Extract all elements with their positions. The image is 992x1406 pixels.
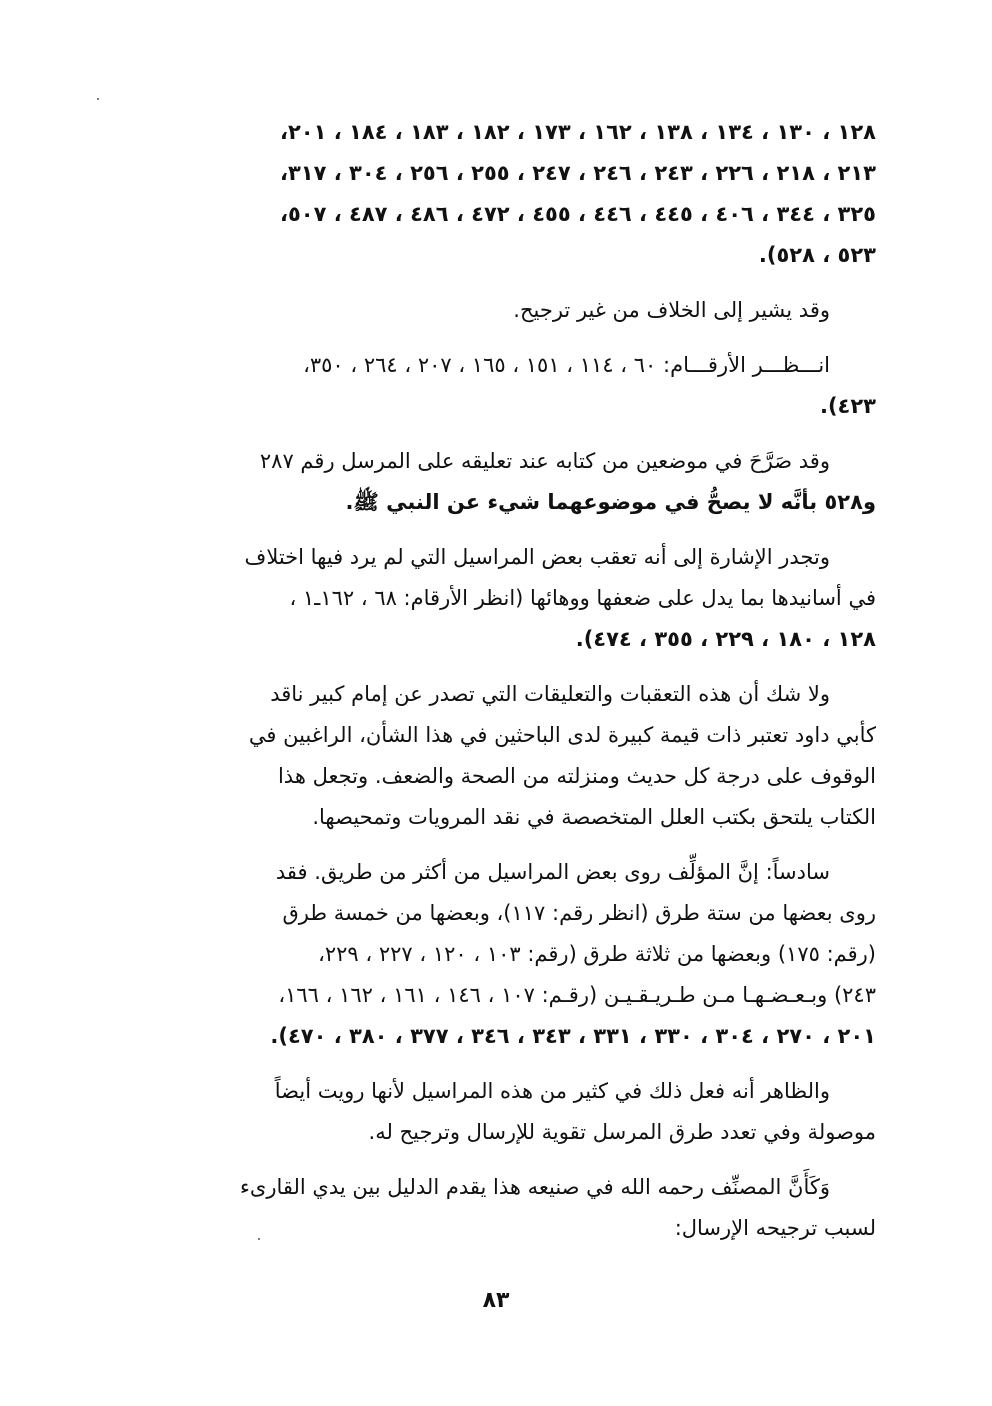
text-line: موصولة وفي تعدد طرق المرسل تقوية للإرسال وترجيح له. [368, 1120, 876, 1144]
paragraph-value-of-comments [126, 674, 876, 838]
paragraph-apparent-reason [126, 1071, 876, 1153]
paragraph-critique [126, 537, 876, 660]
text-line: ولا شك أن هذه التعقبات والتعليقات التي تصدر عن إمام كبير ناقد [270, 682, 830, 706]
text-line: وَكَأَنَّ المصنِّف رحمه الله في صنيعه هذا يقدم الدليل بين يدي القارىء [240, 1175, 830, 1199]
paragraph-disagreement [126, 290, 876, 331]
text-line: في أسانيدها بما يدل على ضعفها ووهائها (انظر الأرقام: ٦٨ ، ١٦٢ـ١ ، [289, 586, 876, 610]
text-line: ٢١٣ ، ٢١٨ ، ٢٢٦ ، ٢٤٣ ، ٢٤٦ ، ٢٤٧ ، ٢٥٥ ، ٢٥٦ ، ٣٠٤ ، ٣١٧، [280, 161, 876, 185]
page-number: ٨٣ [482, 1288, 510, 1313]
text-line: انـــظـــر الأرقـــام: ٦٠ ، ١١٤ ، ١٥١ ، ١٦٥ ، ٢٠٧ ، ٢٦٤ ، ٣٥٠، [303, 353, 830, 377]
paragraph-sixth-point [126, 852, 876, 1057]
text-line: ٣٢٥ ، ٣٤٤ ، ٤٠٦ ، ٤٤٥ ، ٤٤٦ ، ٤٥٥ ، ٤٧٢ ، ٤٨٦ ، ٤٨٧ ، ٥٠٧، [280, 202, 876, 226]
text-line: (رقم: ١٧٥) وبعضها من ثلاثة طرق (رقم: ١٠٣ ، ١٢٠ ، ٢٢٧ ، ٢٢٩، [318, 942, 876, 966]
text-line: والظاهر أنه فعل ذلك في كثير من هذه المراسيل لأنها رويت أيضاً [274, 1079, 830, 1103]
scan-speck [258, 1238, 260, 1240]
text-line: ٥٢٣ ، ٥٢٨). [758, 243, 876, 267]
scan-speck [97, 98, 99, 100]
page-body [126, 112, 876, 1263]
text-line: الكتاب يلتحق بكتب العلل المتخصصة في نقد المرويات وتمحيصها. [312, 805, 876, 829]
paragraph-author-evidence [126, 1167, 876, 1249]
text-line: ١٢٨ ، ١٨٠ ، ٢٢٩ ، ٣٥٥ ، ٤٧٤). [575, 627, 876, 651]
text-line: الوقوف على درجة كل حديث ومنزلته من الصحة والضعف. وتجعل هذا [277, 764, 876, 788]
text-line: ٢٠١ ، ٢٧٠ ، ٣٠٤ ، ٣٣٠ ، ٣٣١ ، ٣٤٣ ، ٣٤٦ ، ٣٧٧ ، ٣٨٠ ، ٤٧٠). [270, 1024, 876, 1048]
text-line: ٤٢٣). [819, 394, 876, 418]
text-line: ١٢٨ ، ١٣٠ ، ١٣٤ ، ١٣٨ ، ١٦٢ ، ١٧٣ ، ١٨٢ ، ١٨٣ ، ١٨٤ ، ٢٠١، [280, 120, 876, 144]
text-line: وتجدر الإشارة إلى أنه تعقب بعض المراسيل التي لم يرد فيها اختلاف [244, 545, 830, 569]
text-line: وقد يشير إلى الخلاف من غير ترجيح. [513, 298, 830, 322]
paragraph-explicit-statement [126, 441, 876, 523]
text-line: سادساً: إنَّ المؤلِّف روى بعض المراسيل من أكثر من طريق. فقد [275, 860, 830, 884]
text-line: لسبب ترجيحه الإرسال: [674, 1216, 876, 1240]
text-line: روى بعضها من ستة طرق (انظر رقم: ١١٧)، وبعضها من خمسة طرق [282, 901, 876, 925]
text-line: كأبي داود تعتبر ذات قيمة كبيرة لدى الباحثين في هذا الشأن، الراغبين في [248, 723, 876, 747]
paragraph-see-numbers [126, 345, 876, 427]
text-line: ٢٤٣) وبـعـضـهـا مـن طـريـقـيـن (رقـم: ١٠٧ ، ١٤٦ ، ١٦١ ، ١٦٢ ، ١٦٦، [278, 983, 876, 1007]
text-line: وقد صَرَّحَ في موضعين من كتابه عند تعليقه على المرسل رقم ٢٨٧ [259, 449, 830, 473]
paragraph-number-list [126, 112, 876, 276]
text-line: و٥٢٨ بأنَّه لا يصحُّ في موضوعهما شيء عن النبي ﷺ. [345, 490, 876, 514]
